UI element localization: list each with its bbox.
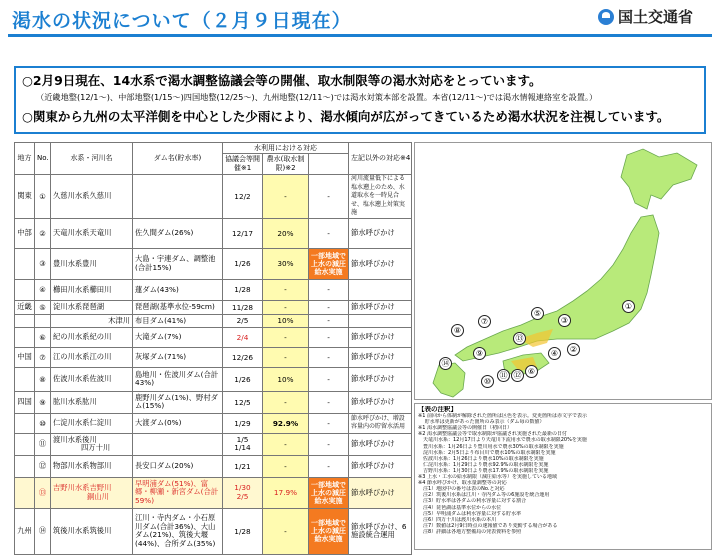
council-date: 1/5 <box>236 434 249 444</box>
cell-council: 1/21 <box>223 455 263 477</box>
cell-no: ⑥ <box>35 327 51 347</box>
cell-council: 12/2 <box>223 175 263 219</box>
cell-region <box>15 367 35 391</box>
cell-other: 節水呼びかけ <box>349 347 412 367</box>
note-line: ※2 渇水調整協議会等で取水制限が協議され実施された最新の日付 <box>418 431 567 438</box>
note-line: ※1 前回から体制が解除された箇所は区色を表示。変更箇所は赤文字で表示 <box>418 413 587 420</box>
col-council: 協議会等開催※1 <box>223 154 263 175</box>
cell-agri: 10% <box>263 367 309 391</box>
cell-dam: 長安口ダム(20%) <box>133 455 223 477</box>
note-line: 注6）四万十川は渡川水系の本川 <box>418 516 497 523</box>
cell-urban: - <box>309 367 349 391</box>
cell-council: 2/5 <box>223 314 263 327</box>
cell-agri: - <box>263 433 309 455</box>
table-row <box>15 175 412 219</box>
cell-no: ③ <box>35 248 51 279</box>
cell-region <box>15 327 35 347</box>
cell-council: 12/17 <box>223 218 263 248</box>
ministry-logo-icon <box>598 9 614 25</box>
map-marker-14: ⑭ <box>439 357 452 370</box>
cell-urban: 一部地域で上水の減圧給水実施 <box>309 477 349 508</box>
table-row <box>15 300 412 314</box>
cell-urban: - <box>309 391 349 413</box>
page-title: 渇水の状況について（２月９日現在） <box>12 10 352 32</box>
notes-title: 【表の注釈】 <box>418 406 457 413</box>
map-marker-8: ⑧ <box>451 324 464 337</box>
cell-agri: 20% <box>263 218 309 248</box>
table-row <box>15 248 412 279</box>
cell-urban: - <box>309 314 349 327</box>
cell-agri: - <box>263 455 309 477</box>
cell-river: 淀川水系琵琶湖 <box>51 300 133 314</box>
cell-other: 河川流量低下による塩水遡上のため、水道取水を一時見合せ、塩水遡上対策実施 <box>349 175 412 219</box>
hokkaido-shape <box>621 149 697 209</box>
map-marker-7: ⑦ <box>478 315 491 328</box>
cell-agri: - <box>263 327 309 347</box>
cell-region: 九州 <box>15 508 35 554</box>
map-marker-13: ⑬ <box>513 332 526 345</box>
table-row <box>15 367 412 391</box>
cell-council: 11/28 <box>223 300 263 314</box>
cell-other: 節水呼びかけ <box>349 391 412 413</box>
cell-council <box>223 433 263 455</box>
cell-region <box>15 413 35 433</box>
table-row <box>15 279 412 300</box>
cell-agri: 30% <box>263 248 309 279</box>
map-marker-10: ⑩ <box>481 375 494 388</box>
cell-other: 節水呼びかけ、6施設統合運用 <box>349 508 412 554</box>
cell-dam: 島地川・佐波川ダム(合計43%) <box>133 367 223 391</box>
cell-region: 近畿 <box>15 300 35 314</box>
cell-dam: 江川・寺内ダム・小石原川ダム(合計36%)、大山ダム(21%)、筑後大堰(44%)、合所ダム(35%) <box>133 508 223 554</box>
cell-other: 節水呼びかけ <box>349 327 412 347</box>
cell-council: 1/29 <box>223 413 263 433</box>
cell-other: 節水呼びかけ <box>349 477 412 508</box>
cell-river: 櫛田川水系櫛田川 <box>51 279 133 300</box>
map-marker-12: ⑫ <box>511 369 524 382</box>
council-date-2: 1/14 <box>234 443 251 452</box>
cell-region: 関東 <box>15 175 35 219</box>
cell-no: ⑬ <box>35 477 51 508</box>
table-row <box>15 347 412 367</box>
cell-no: ⑭ <box>35 508 51 554</box>
cell-urban: - <box>309 413 349 433</box>
cell-council: 1/28 <box>223 279 263 300</box>
cell-urban: 一部地域で上水の減圧給水実施 <box>309 248 349 279</box>
note-line: 注3）貯水率は各ダムの利水容量に対する割合 <box>418 498 527 505</box>
cell-urban: - <box>309 175 349 219</box>
cell-river: 江の川水系江の川 <box>51 347 133 367</box>
note-line: 注8）詳細は各地方整備局の発表資料を参照 <box>418 528 522 535</box>
cell-river: 仁淀川水系仁淀川 <box>51 413 133 433</box>
cell-river: 天竜川水系天竜川 <box>51 218 133 248</box>
cell-river: 肱川水系肱川 <box>51 391 133 413</box>
cell-region <box>15 248 35 279</box>
cell-dam <box>133 175 223 219</box>
cell-other <box>349 314 412 327</box>
cell-dam: 蓮ダム(43%) <box>133 279 223 300</box>
council-date: 1/30 <box>234 483 251 492</box>
cell-region <box>15 279 35 300</box>
cell-other <box>349 279 412 300</box>
col-region: 地方 <box>15 143 35 175</box>
table-row <box>15 391 412 413</box>
table-row <box>15 314 412 327</box>
cell-river: 筑後川水系筑後川 <box>51 508 133 554</box>
table-row <box>15 327 412 347</box>
cell-urban: - <box>309 327 349 347</box>
cell-river: 豊川水系豊川 <box>51 248 133 279</box>
notes-box <box>414 403 712 550</box>
cell-region <box>15 314 35 327</box>
cell-agri: 17.9% <box>263 477 309 508</box>
note-line: 注5）早明浦ダムは利水容量に対する貯水率 <box>418 510 522 517</box>
cell-agri: - <box>263 391 309 413</box>
table-row <box>15 508 412 554</box>
note-line: ※3 上水・工水の給水制限（減圧給水等）を実施している地域 <box>418 474 557 481</box>
note-line: ※1 渇水調整協議会等の開催日（初回日） <box>418 425 512 432</box>
river-sub-name: 銅山川 <box>87 491 109 501</box>
cell-no: ② <box>35 218 51 248</box>
cell-dam: 大島・宇連ダム、調整池(合計15%) <box>133 248 223 279</box>
cell-region <box>15 433 35 455</box>
note-line: ※4 節水呼びかけ、取水量調整等の対応 <box>418 480 507 487</box>
drought-table <box>14 142 412 555</box>
cell-agri: - <box>263 347 309 367</box>
summary-line-2: （近畿地整(12/1～)、中部地整(1/15～)四国地整(12/25～)、九州地整(12/11～)では渇水対策本部を設置。本省(12/11～)では渇水情報連絡室を設置。） <box>36 92 598 102</box>
table-row <box>15 413 412 433</box>
cell-council: 1/26 <box>223 367 263 391</box>
cell-region: 中部 <box>15 218 35 248</box>
cell-dam: 布目ダム(41%) <box>133 314 223 327</box>
map-marker-1: ① <box>622 300 635 313</box>
col-river: 水系・河川名 <box>51 143 133 175</box>
note-line: 淀川水系：2月5日より布目川で農水10%の取水制限を実施 <box>418 449 556 456</box>
col-dam: ダム名(貯水率) <box>133 143 223 175</box>
cell-other: 節水呼びかけ <box>349 367 412 391</box>
cell-agri: - <box>263 508 309 554</box>
cell-no: ⑤ <box>35 300 51 314</box>
table-row <box>15 455 412 477</box>
note-line: 貯水率は更新があった箇所のみ表示（ダム毎の数値） <box>418 419 545 426</box>
cell-region: 四国 <box>15 391 35 413</box>
map-marker-4: ④ <box>548 347 561 360</box>
cell-dam: 大渡ダム(0%) <box>133 413 223 433</box>
cell-river: 物部川水系物部川 <box>51 455 133 477</box>
river-sub-name: 四万十川 <box>81 443 111 452</box>
cell-council: 12/26 <box>223 347 263 367</box>
cell-council <box>223 477 263 508</box>
cell-agri: - <box>263 300 309 314</box>
cell-river: 紀の川水系紀の川 <box>51 327 133 347</box>
summary-line-3: ○関東から九州の太平洋側を中心とした少雨により、渇水傾向が広がってきているため渇水状況を注視しています。 <box>22 109 670 124</box>
cell-dam: 灰塚ダム(71%) <box>133 347 223 367</box>
river-name: 吉野川水系吉野川 <box>53 483 112 492</box>
japan-map <box>414 142 712 400</box>
cell-other: 節水呼びかけ <box>349 433 412 455</box>
header-divider <box>8 34 712 37</box>
council-date-2: 2/5 <box>236 491 249 501</box>
cell-dam: 鹿野川ダム(1%)、野村ダム(15%) <box>133 391 223 413</box>
col-no: No. <box>35 143 51 175</box>
cell-river <box>51 477 133 508</box>
cell-dam: 琵琶湖(基準水位-59cm) <box>133 300 223 314</box>
table-row <box>15 433 412 455</box>
cell-other: 節水呼びかけ <box>349 300 412 314</box>
cell-river: 木津川 <box>51 314 133 327</box>
cell-urban: 一部地域で上水の減圧給水実施 <box>309 508 349 554</box>
col-group: 水利用における対応 <box>223 143 349 154</box>
cell-urban: - <box>309 300 349 314</box>
note-line: 注2）筑後川水系は江川・寺内ダム等の6施設を統合運用 <box>418 492 550 499</box>
map-marker-11: ⑪ <box>497 369 510 382</box>
note-line: 天竜川水系：12月17日より天竜川下流用水で農水の取水制限20%を実施 <box>418 437 587 444</box>
cell-council: 12/5 <box>223 391 263 413</box>
cell-council: 2/4 <box>223 327 263 347</box>
cell-other: 節水呼びかけ <box>349 248 412 279</box>
summary-line-1: ○2月9日現在、14水系で渇水調整協議会等の開催、取水制限等の渇水対応をとっています。 <box>22 73 542 88</box>
cell-dam: 早明浦ダム(51%)、富郷・柳瀬・新宮ダム(合計59%) <box>133 477 223 508</box>
cell-urban: - <box>309 455 349 477</box>
cell-no: ① <box>35 175 51 219</box>
cell-agri: - <box>263 175 309 219</box>
cell-agri: 92.9% <box>263 413 309 433</box>
cell-urban: - <box>309 347 349 367</box>
col-urban: 上水・工水(給水制限) <box>309 154 349 175</box>
note-line: 佐波川水系：1月26日より農水10%の取水制限を実施 <box>418 455 544 462</box>
note-line: 仁淀川水系：1月29日より農水92.9%の取水制限を実施 <box>418 461 549 468</box>
note-line: 豊川水系：1月26日より豊川用水で農水30%の取水制限を実施 <box>418 443 564 450</box>
japan-map-graphic <box>415 143 711 399</box>
cell-no: ⑪ <box>35 433 51 455</box>
cell-dam: 佐久間ダム(26%) <box>133 218 223 248</box>
map-marker-2: ② <box>567 343 580 356</box>
cell-region: 中国 <box>15 347 35 367</box>
cell-council: 1/26 <box>223 248 263 279</box>
ministry-logo <box>598 6 693 27</box>
table-row <box>15 218 412 248</box>
cell-no: ④ <box>35 279 51 300</box>
cell-dam <box>133 433 223 455</box>
map-marker-3: ③ <box>558 314 571 327</box>
cell-no: ⑦ <box>35 347 51 367</box>
cell-council: 1/28 <box>223 508 263 554</box>
cell-river <box>51 433 133 455</box>
cell-urban: - <box>309 433 349 455</box>
cell-no: ⑨ <box>35 391 51 413</box>
note-line: 吉野川水系：1月30日より農水17.9%の取水制限を実施 <box>418 467 549 474</box>
cell-other: 節水呼びかけ <box>349 455 412 477</box>
cell-river: 久慈川水系久慈川 <box>51 175 133 219</box>
map-marker-5: ⑤ <box>531 307 544 320</box>
cell-other: 節水呼びかけ、増設容量内の貯留水活用 <box>349 413 412 433</box>
cell-no: ⑧ <box>35 367 51 391</box>
ministry-name: 国土交通省 <box>618 8 694 26</box>
cell-no: ⑩ <box>35 413 51 433</box>
honshu-shape <box>455 215 659 361</box>
cell-region <box>15 455 35 477</box>
cell-agri: 10% <box>263 314 309 327</box>
map-marker-9: ⑨ <box>473 347 486 360</box>
col-other: 左記以外の対応※4 <box>349 143 412 175</box>
cell-urban: - <box>309 218 349 248</box>
table-row <box>15 477 412 508</box>
cell-no <box>35 314 51 327</box>
river-name: 渡川水系後川 <box>53 434 97 444</box>
cell-agri: - <box>263 279 309 300</box>
col-agri: 農水(取水制限)※2 <box>263 154 309 175</box>
cell-urban: - <box>309 279 349 300</box>
cell-river: 佐波川水系佐波川 <box>51 367 133 391</box>
cell-no: ⑫ <box>35 455 51 477</box>
map-marker-6: ⑥ <box>525 365 538 378</box>
cell-dam: 大滝ダム(7%) <box>133 327 223 347</box>
note-line: 注4）琵琶湖は基準水位からの水位 <box>418 504 502 511</box>
cell-region <box>15 477 35 508</box>
note-line: 注7）数値は2月9日時点の速報値であり変動する場合がある <box>418 522 558 529</box>
summary-box <box>14 66 706 134</box>
note-line: 注1）地図中の番号は表のNo.と対応 <box>418 486 505 493</box>
cell-other: 節水呼びかけ <box>349 218 412 248</box>
